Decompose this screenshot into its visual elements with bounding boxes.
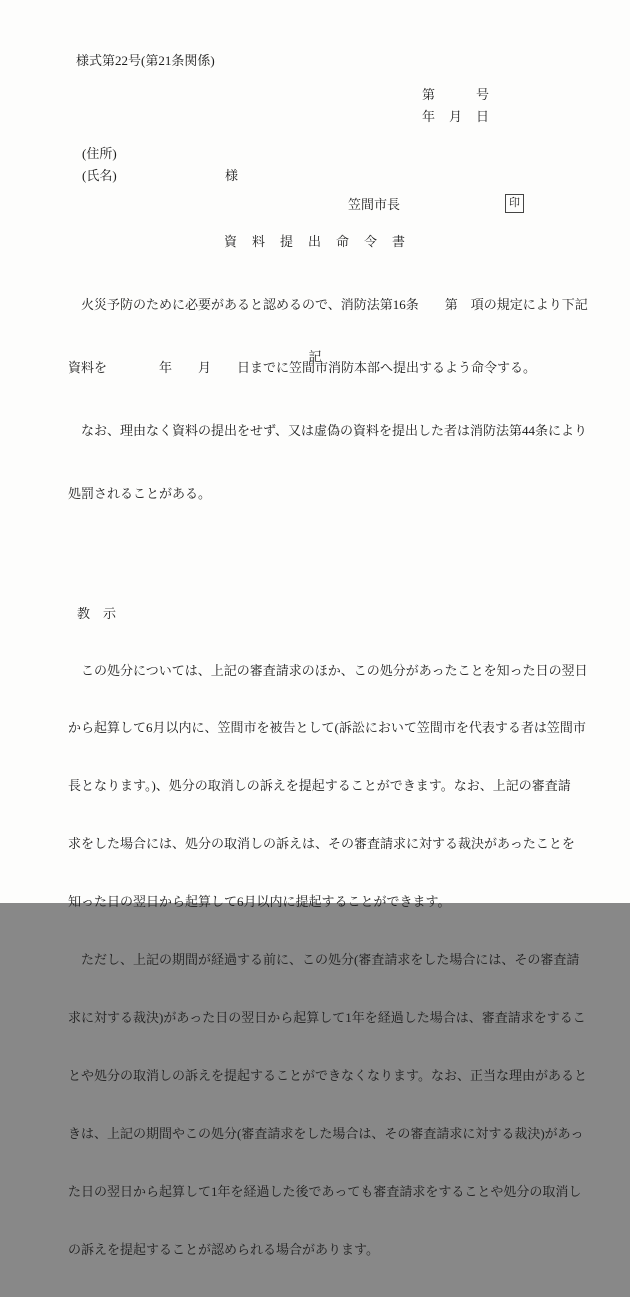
order-body-line: 資料を 年 月 日までに笠間市消防本部へ提出するよう命令する。 bbox=[68, 360, 537, 375]
order-body-line: 処罰されることがある。 bbox=[68, 486, 212, 501]
document-number-line: 第 号 bbox=[422, 87, 490, 102]
form-number: 様式第22号(第21条関係) bbox=[76, 53, 215, 68]
instruction-line: この処分については、上記の審査請求のほか、この処分があったことを知った日の翌日 bbox=[68, 662, 588, 678]
instruction-heading: 教 示 bbox=[77, 606, 117, 621]
document-date-line: 年 月 日 bbox=[422, 109, 490, 124]
recipient-address-label: (住所) bbox=[82, 146, 117, 161]
instruction-line: ただし、上記の期間が経過する前に、この処分(審査請求をした場合には、その審査請 bbox=[68, 952, 580, 968]
ki-marker: 記 bbox=[308, 349, 322, 364]
instruction-line: 長となります。)、処分の取消しの訴えを提起することができます。なお、上記の審査請 bbox=[68, 778, 571, 794]
issuer-title: 笠間市長 bbox=[348, 197, 401, 212]
instruction-body bbox=[68, 622, 588, 1297]
instruction-line: から起算して6月以内に、笠間市を被告として(訴訟において笠間市を代表する者は笠間市 bbox=[68, 720, 586, 736]
order-body-line: なお、理由なく資料の提出をせず、又は虚偽の資料を提出した者は消防法第44条により bbox=[68, 423, 587, 438]
instruction-line: 求をした場合には、処分の取消しの訴えは、その審査請求に対する裁決があったことを bbox=[68, 836, 575, 852]
instruction-line: た日の翌日から起算して1年を経過した後であっても審査請求をすることや処分の取消し bbox=[68, 1183, 582, 1199]
instruction-line: の訴えを提起することが認められる場合があります。 bbox=[68, 1241, 379, 1257]
document-title: 資 料 提 出 命 令 書 bbox=[223, 234, 406, 249]
instruction-line: 知った日の翌日から起算して6月以内に提起することができます。 bbox=[68, 894, 451, 910]
instruction-line: 求に対する裁決)があった日の翌日から起算して1年を経過した場合は、審査請求をするこ bbox=[68, 1009, 586, 1025]
recipient-name-label: (氏名) bbox=[82, 168, 117, 183]
seal-placeholder: 印 bbox=[505, 194, 524, 213]
recipient-honorific: 様 bbox=[225, 168, 239, 183]
order-body-line: 火災予防のために必要があると認めるので、消防法第16条 第 項の規定により下記 bbox=[68, 297, 588, 312]
instruction-line: とや処分の取消しの訴えを提起することができなくなります。なお、正当な理由があると bbox=[68, 1067, 587, 1083]
instruction-line: きは、上記の期間やこの処分(審査請求をした場合は、その審査請求に対する裁決)があっ bbox=[68, 1125, 584, 1141]
order-body bbox=[68, 252, 588, 546]
